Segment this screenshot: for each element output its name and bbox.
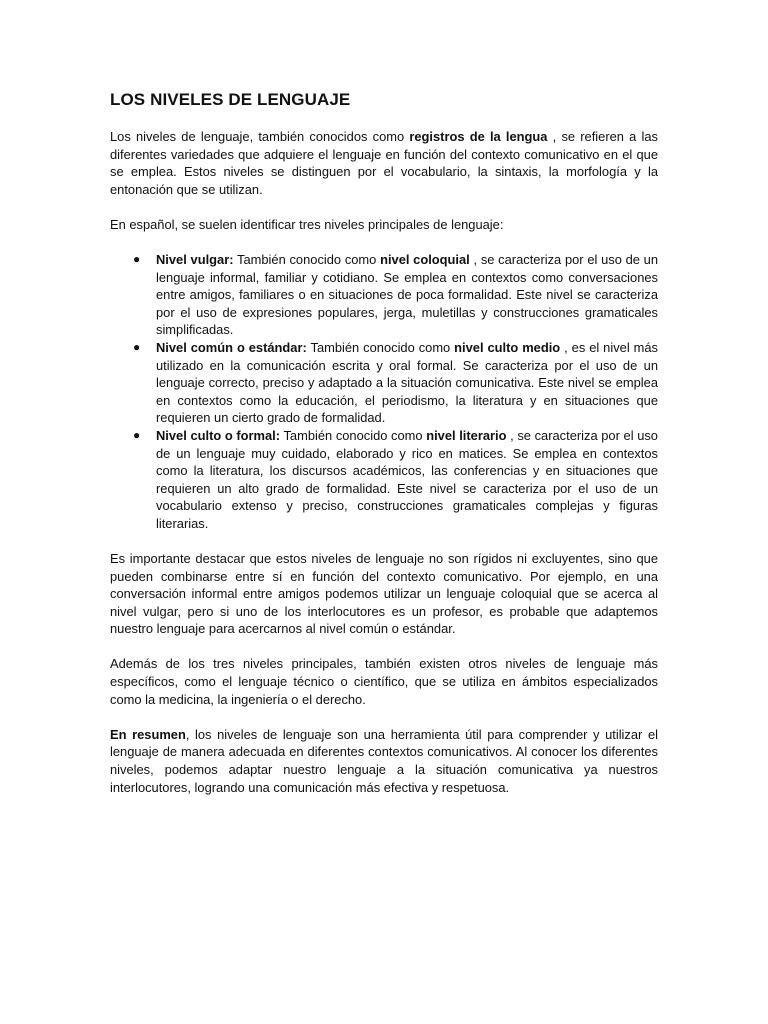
level-description: , se caracteriza por el uso de un lenguaje informal, familiar y cotidiano. Se emplea en contextos como conversaciones entre amigos, familiares o en situaciones de poca formalidad. Este nivel se caracteriza por el uso de expresiones populares, jerga, muletillas y construcciones gramaticales simplificadas. bbox=[156, 251, 659, 338]
body-paragraph-2: Es importante destacar que estos niveles de lenguaje no son rígidos ni excluyentes, sino que pueden combinarse entre sí en función del contexto comunicativo. Por ejemplo, en una conversación informal entre amigos podemos utilizar un lenguaje coloquial que se acerca al nivel vulgar, pero si uno de los interlocutores es un profesor, es probable que adaptemos nuestro lenguaje para acercarnos al nivel común o estándar. bbox=[110, 550, 658, 637]
bullet-icon: ● bbox=[133, 251, 141, 266]
intro-paragraph bbox=[110, 128, 658, 198]
summary-paragraph bbox=[110, 726, 658, 796]
level-pre: También conocido como bbox=[306, 339, 455, 355]
level-alias: nivel coloquial bbox=[380, 251, 470, 267]
level-description: , se caracteriza por el uso de un lenguaje muy cuidado, elaborado y rico en matices. Se emplea en contextos como la literatura, los discursos académicos, las conferencias y en situaciones que requieren un alto grado de formalidad. Este nivel se caracteriza por el uso de un vocabulario extenso y preciso, construcciones gramaticales complejas y figuras literarias. bbox=[156, 427, 658, 531]
level-pre: También conocido como bbox=[233, 251, 381, 267]
level-description: , es el nivel más utilizado en la comunicación escrita y oral formal. Se caracteriza por el uso de un lenguaje correcto, preciso y adaptado a la situación comunicativa. Este nivel se emplea en contextos como la educación, el periodismo, la literatura y en situaciones que requieren un cierto grado de formalidad. bbox=[156, 339, 658, 426]
body-paragraph-3: Además de los tres niveles principales, también existen otros niveles de lenguaje más específicos, como el lenguaje técnico o científico, que se utiliza en ámbitos especializados como la medicina, la ingeniería o el derecho. bbox=[110, 656, 658, 707]
list-item-comun bbox=[133, 339, 658, 427]
lead-paragraph: En español, se suelen identificar tres niveles principales de lenguaje: bbox=[110, 216, 504, 232]
level-alias: nivel culto medio bbox=[454, 339, 561, 355]
intro-bold-term: registros de la lengua bbox=[409, 129, 548, 144]
levels-list bbox=[110, 251, 658, 533]
summary-text: , los niveles de lenguaje son una herramienta útil para comprender y utilizar el lenguaje de manera adecuada en diferentes contextos comunicativos. Al conocer los diferentes niveles, podemos adaptar nuestro lenguaje a la situación comunicativa ya nuestros interlocutores, logrando una comunicación más efectiva y respetuosa. bbox=[110, 726, 658, 795]
level-name: Nivel común o estándar: bbox=[156, 339, 307, 355]
level-name: Nivel culto o formal: bbox=[156, 427, 281, 443]
bullet-icon: ● bbox=[133, 339, 141, 354]
intro-text-before: Los niveles de lenguaje, también conocidos como bbox=[110, 129, 410, 144]
intro-text-after: , se refieren a las diferentes variedades que adquiere el lenguaje en función del contexto comunicativo en el que se emplea. Estos niveles se distinguen por el vocabulario, la sintaxis, la morfología y la entonación que se utilizan. bbox=[110, 129, 658, 197]
level-pre: También conocido como bbox=[280, 427, 427, 443]
bullet-icon: ● bbox=[133, 427, 141, 442]
page-title: LOS NIVELES DE LENGUAJE bbox=[110, 90, 351, 109]
level-alias: nivel literario bbox=[426, 427, 507, 443]
level-name: Nivel vulgar: bbox=[156, 251, 234, 267]
summary-bold-lead: En resumen bbox=[110, 726, 186, 742]
list-item-culto bbox=[133, 427, 658, 533]
list-item-vulgar bbox=[133, 251, 659, 339]
